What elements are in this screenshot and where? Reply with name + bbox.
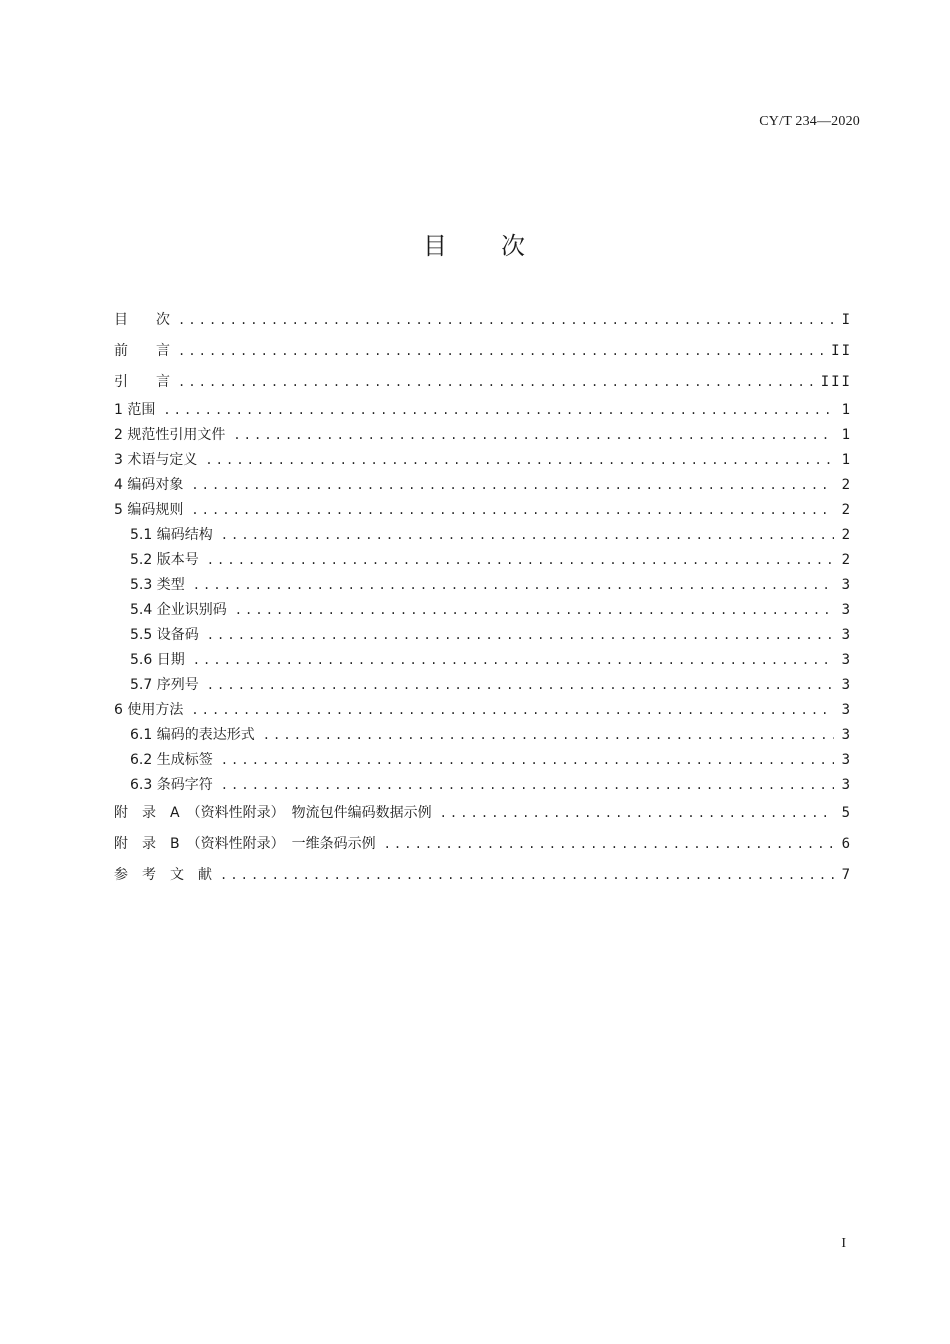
toc-entry[interactable] (114, 498, 852, 523)
toc-entry[interactable] (114, 336, 852, 367)
toc-entry[interactable] (114, 598, 852, 623)
toc-entry-page: III (820, 374, 852, 390)
toc-entry[interactable] (114, 860, 852, 891)
toc-entry-page: II (831, 343, 852, 359)
toc-dot-leader (384, 829, 834, 860)
toc-entry-page: 3 (841, 727, 852, 743)
toc-entry[interactable] (114, 648, 852, 673)
toc-dot-leader (191, 498, 833, 523)
toc-entry[interactable] (114, 448, 852, 473)
toc-dot-leader (163, 398, 833, 423)
toc-entry-label: 3 术语与定义 (114, 452, 198, 468)
toc-entry-label: 6.1 编码的表达形式 (130, 727, 255, 743)
toc-entry-label: 6.3 条码字符 (130, 777, 213, 793)
table-of-contents (114, 305, 852, 891)
toc-dot-leader (221, 523, 834, 548)
toc-entry-label: 2 规范性引用文件 (114, 427, 226, 443)
toc-entry-page: 2 (841, 527, 852, 543)
footer-page-number: I (841, 1236, 846, 1251)
toc-entry-page: 3 (841, 752, 852, 768)
toc-entry-page: 2 (841, 552, 852, 568)
toc-dot-leader (221, 748, 834, 773)
toc-entry[interactable] (114, 723, 852, 748)
toc-entry-page: 3 (841, 677, 852, 693)
toc-dot-leader (207, 673, 834, 698)
toc-entry-page: 3 (841, 577, 852, 593)
toc-entry-page: 1 (841, 427, 852, 443)
toc-entry-label: 参 考 文 献 (114, 867, 212, 883)
toc-entry-label: 附 录 B （资料性附录） 一维条码示例 (114, 836, 376, 852)
toc-dot-leader (193, 573, 834, 598)
toc-entry[interactable] (114, 673, 852, 698)
toc-entry-label: 前 言 (114, 343, 170, 359)
toc-entry-label: 附 录 A （资料性附录） 物流包件编码数据示例 (114, 805, 432, 821)
toc-dot-leader (207, 623, 834, 648)
toc-entry[interactable] (114, 798, 852, 829)
toc-dot-leader (221, 773, 834, 798)
toc-dot-leader (193, 648, 834, 673)
toc-entry-page: 3 (841, 702, 852, 718)
toc-entry-label: 5.5 设备码 (130, 627, 199, 643)
toc-entry[interactable] (114, 473, 852, 498)
toc-dot-leader (205, 448, 833, 473)
toc-entry[interactable] (114, 367, 852, 398)
toc-entry-page: 3 (841, 777, 852, 793)
toc-entry[interactable] (114, 548, 852, 573)
toc-dot-leader (220, 860, 834, 891)
toc-entry-label: 目 次 (114, 312, 170, 328)
toc-entry-page: 3 (841, 652, 852, 668)
toc-entry[interactable] (114, 573, 852, 598)
toc-entry[interactable] (114, 398, 852, 423)
toc-entry[interactable] (114, 773, 852, 798)
toc-entry-page: 3 (841, 627, 852, 643)
toc-entry[interactable] (114, 829, 852, 860)
toc-entry-page: 3 (841, 602, 852, 618)
toc-dot-leader (440, 798, 834, 829)
toc-entry[interactable] (114, 698, 852, 723)
toc-entry-label: 5.6 日期 (130, 652, 185, 668)
toc-dot-leader (178, 305, 834, 336)
toc-dot-leader (178, 336, 823, 367)
toc-entry-page: 1 (841, 452, 852, 468)
toc-entry[interactable] (114, 305, 852, 336)
toc-entry-label: 1 范围 (114, 402, 156, 418)
toc-entry[interactable] (114, 423, 852, 448)
toc-entry-page: 1 (841, 402, 852, 418)
toc-entry-label: 5.1 编码结构 (130, 527, 213, 543)
toc-entry-label: 4 编码对象 (114, 477, 184, 493)
toc-entry[interactable] (114, 523, 852, 548)
toc-entry-label: 6.2 生成标签 (130, 752, 213, 768)
toc-dot-leader (207, 548, 834, 573)
toc-entry-label: 5.2 版本号 (130, 552, 199, 568)
toc-entry-page: 6 (841, 836, 852, 852)
toc-dot-leader (191, 698, 833, 723)
toc-dot-leader (178, 367, 813, 398)
toc-entry-page: 2 (841, 502, 852, 518)
toc-entry-label: 引 言 (114, 374, 170, 390)
toc-dot-leader (233, 423, 833, 448)
toc-dot-leader (263, 723, 834, 748)
toc-entry-page: 5 (841, 805, 852, 821)
toc-entry-page: 7 (841, 867, 852, 883)
toc-entry-label: 5.4 企业识别码 (130, 602, 227, 618)
toc-dot-leader (191, 473, 833, 498)
page-title: 目 次 (423, 232, 527, 260)
toc-entry-page: 2 (841, 477, 852, 493)
toc-entry-label: 6 使用方法 (114, 702, 184, 718)
toc-entry[interactable] (114, 748, 852, 773)
standard-code: CY/T 234—2020 (759, 114, 860, 129)
toc-dot-leader (235, 598, 834, 623)
toc-entry[interactable] (114, 623, 852, 648)
toc-entry-label: 5.3 类型 (130, 577, 185, 593)
toc-entry-label: 5.7 序列号 (130, 677, 199, 693)
toc-entry-label: 5 编码规则 (114, 502, 184, 518)
toc-entry-page: I (841, 312, 852, 328)
